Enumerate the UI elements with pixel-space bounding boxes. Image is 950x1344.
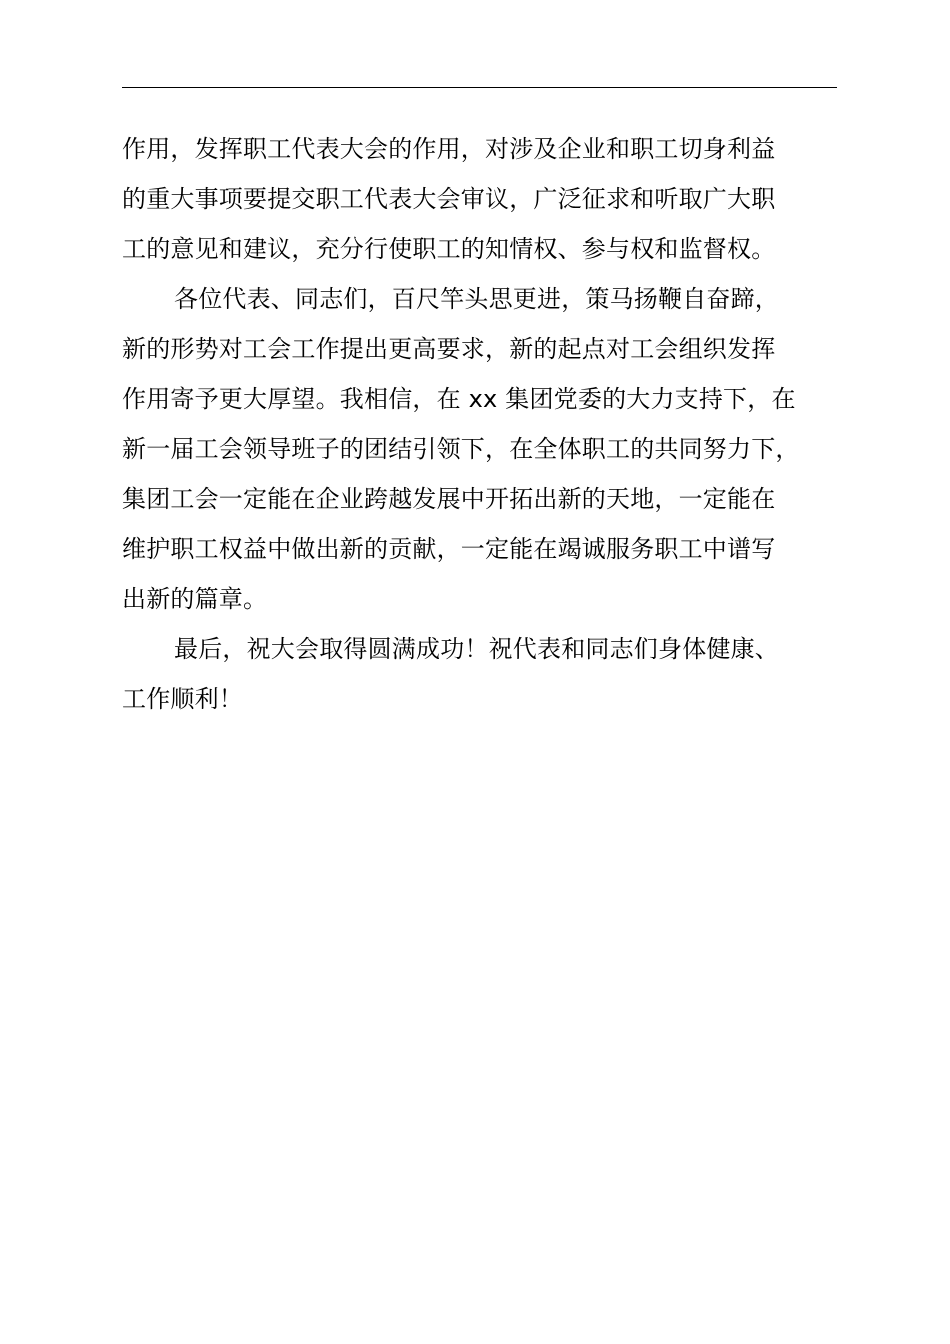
paragraph-1-line-2: 的重大事项要提交职工代表大会审议，广泛征求和听取广大职 xyxy=(122,185,776,213)
header-rule xyxy=(122,87,837,88)
paragraph-2-line-7: 出新的篇章。 xyxy=(122,585,268,613)
paragraph-1-line-1: 作用，发挥职工代表大会的作用，对涉及企业和职工切身利益 xyxy=(122,135,776,163)
paragraph-2-line-6: 维护职工权益中做出新的贡献，一定能在竭诚服务职工中谱写 xyxy=(122,535,776,563)
paragraph-2-line-5: 集团工会一定能在企业跨越发展中开拓出新的天地，一定能在 xyxy=(122,485,776,513)
paragraph-2-line-4: 新一届工会领导班子的团结引领下，在全体职工的共同努力下， xyxy=(122,435,800,463)
paragraph-3-line-2: 工作顺利！ xyxy=(122,685,243,713)
paragraph-3-line-1: 最后，祝大会取得圆满成功！祝代表和同志们身体健康、 xyxy=(174,635,779,663)
paragraph-2-line-1: 各位代表、同志们，百尺竿头思更进，策马扬鞭自奋蹄， xyxy=(174,285,779,313)
paragraph-2-line-3: 作用寄予更大厚望。我相信，在 xx 集团党委的大力支持下，在 xyxy=(122,385,796,413)
document-body xyxy=(122,124,862,724)
paragraph-1-line-3: 工的意见和建议，充分行使职工的知情权、参与权和监督权。 xyxy=(122,235,776,263)
paragraph-2-line-2: 新的形势对工会工作提出更高要求，新的起点对工会组织发挥 xyxy=(122,335,776,363)
